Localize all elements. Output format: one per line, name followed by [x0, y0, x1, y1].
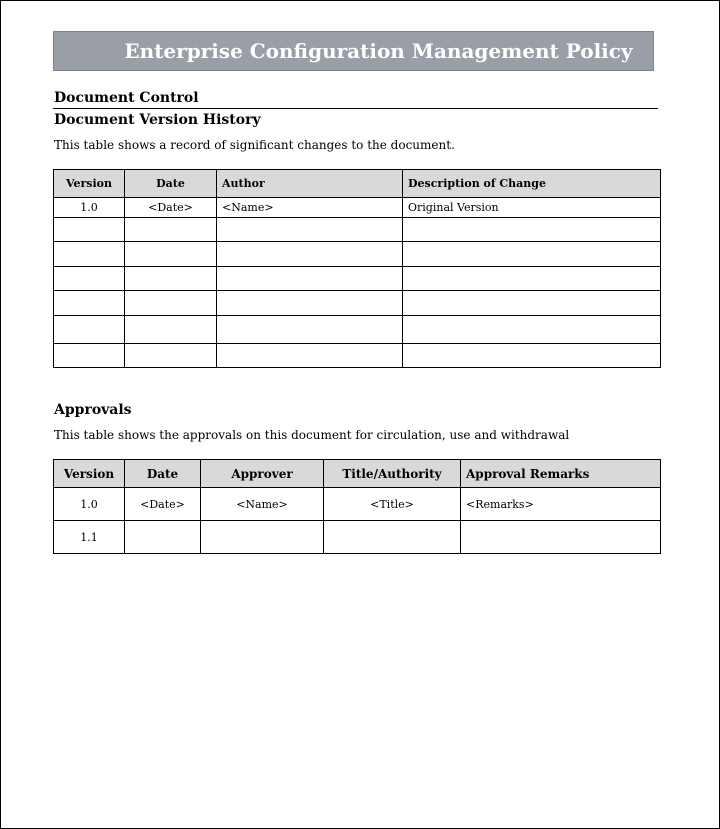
cell-description [403, 218, 661, 242]
table-row [54, 218, 661, 242]
cell-author [217, 218, 403, 242]
table-row [54, 291, 661, 316]
cell-date: <Date> [125, 198, 217, 218]
cell-version: 1.0 [54, 488, 125, 521]
column-header-date: Date [125, 170, 217, 198]
cell-description [403, 242, 661, 267]
cell-date [125, 291, 217, 316]
cell-date [125, 316, 217, 344]
cell-description [403, 267, 661, 291]
column-header-approver: Approver [201, 460, 324, 488]
cell-approver [201, 521, 324, 554]
column-header-version: Version [54, 170, 125, 198]
cell-approver: <Name> [201, 488, 324, 521]
table-row [54, 521, 661, 554]
table-row [54, 488, 661, 521]
cell-author [217, 267, 403, 291]
cell-author [217, 344, 403, 368]
column-header-author: Author [217, 170, 403, 198]
cell-date [125, 218, 217, 242]
cell-date [125, 267, 217, 291]
cell-description [403, 344, 661, 368]
cell-title-authority [324, 521, 461, 554]
column-header-approval-remarks: Approval Remarks [461, 460, 661, 488]
column-header-date: Date [125, 460, 201, 488]
cell-version: 1.1 [54, 521, 125, 554]
cell-author [217, 316, 403, 344]
cell-approval-remarks [461, 521, 661, 554]
cell-date: <Date> [125, 488, 201, 521]
cell-date [125, 521, 201, 554]
cell-version [54, 242, 125, 267]
cell-date [125, 344, 217, 368]
version-history-table [53, 169, 661, 368]
document-control-heading: Document Control [54, 90, 199, 106]
column-header-title-authority: Title/Authority [324, 460, 461, 488]
cell-author [217, 291, 403, 316]
table-row [54, 198, 661, 218]
table-row [54, 267, 661, 291]
cell-title-authority: <Title> [324, 488, 461, 521]
cell-author: <Name> [217, 198, 403, 218]
cell-version [54, 291, 125, 316]
cell-description [403, 291, 661, 316]
cell-version [54, 344, 125, 368]
table-row [54, 316, 661, 344]
column-header-description: Description of Change [403, 170, 661, 198]
version-history-caption: This table shows a record of significant changes to the document. [54, 138, 455, 152]
section-divider [53, 108, 658, 109]
cell-version [54, 218, 125, 242]
table-row [54, 242, 661, 267]
cell-date [125, 242, 217, 267]
cell-version [54, 267, 125, 291]
cell-description [403, 316, 661, 344]
cell-description: Original Version [403, 198, 661, 218]
version-history-heading: Document Version History [54, 112, 261, 128]
column-header-version: Version [54, 460, 125, 488]
document-title: Enterprise Configuration Management Policy [53, 31, 654, 71]
table-row [54, 344, 661, 368]
approvals-table [53, 459, 661, 554]
approvals-caption: This table shows the approvals on this document for circulation, use and withdrawal [54, 428, 570, 442]
cell-version: 1.0 [54, 198, 125, 218]
cell-approval-remarks: <Remarks> [461, 488, 661, 521]
cell-author [217, 242, 403, 267]
approvals-heading: Approvals [54, 402, 132, 418]
cell-version [54, 316, 125, 344]
